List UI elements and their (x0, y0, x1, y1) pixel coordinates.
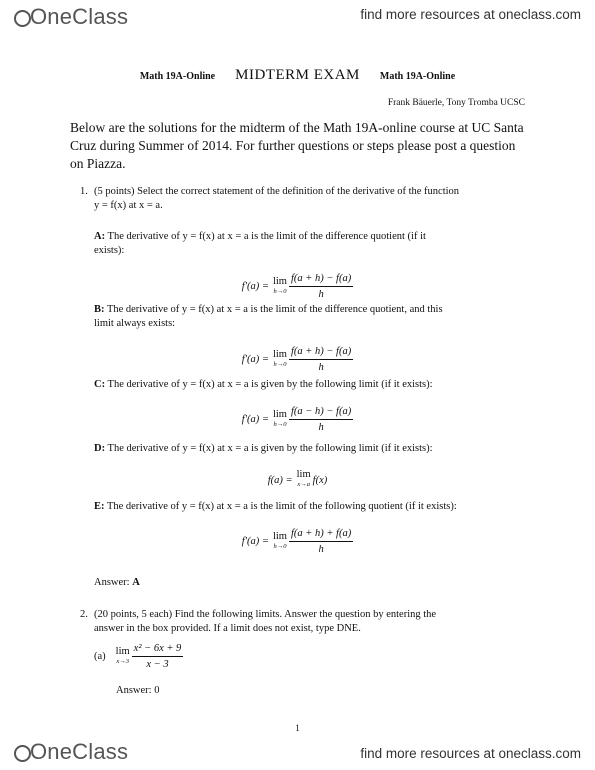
option-e-formula: f′(a) = lim h→0 $\frac{f(a + h) + f(a)}{h}$ (241, 528, 352, 555)
option-d-formula: f(a) = lim x→a f(x) (267, 469, 328, 488)
oneclass-logo[interactable]: OneClass (14, 4, 128, 30)
exam-header (0, 67, 595, 84)
option-a-text-line2: exists): (94, 245, 125, 256)
option-b-text-line2: limit always exists: (94, 318, 176, 329)
oneclass-logo-footer[interactable]: OneClass (14, 739, 128, 765)
authors: Frank Bäuerle, Tony Tromba UCSC (387, 98, 525, 108)
q2-part-a: (a) lim x→3 $\frac{\text{x² − 6x + 9}}{x - 3}$ (94, 643, 182, 670)
option-e-text: E: The derivative of y = f(x) at x = a is the limit of the following quotient (if it exists): (94, 501, 457, 512)
intro-paragraph: Below are the solutions for the midterm of the Math 19A-online course at UC Santa Cruz during Summer of 2014. For further questions or steps please post a question on Piazza. (70, 120, 524, 171)
option-c-formula: f′(a) = lim h→0 $\frac{f(a - h) - f(a)}{h}$ (241, 406, 352, 433)
option-b-text: B: The derivative of y = f(x) at x = a is the limit of the difference quotient, and this (94, 304, 443, 315)
option-b-formula: f′(a) = lim h→0 $\frac{f(a + h) - f(a)}{h}$ (241, 346, 352, 373)
course-label-left: Math 19A-Online (139, 71, 216, 82)
logo-ring-icon (14, 745, 31, 762)
q1-answer: Answer: A (94, 577, 140, 588)
q2-prompt-line1: (20 points, 5 each) Find the following limits. Answer the question by entering the (94, 609, 437, 620)
q1-number: 1. (80, 186, 88, 197)
page-number: 1 (295, 723, 300, 733)
q2-number: 2. (80, 609, 88, 620)
q2-answer: Answer: 0 (116, 685, 160, 696)
course-label-right: Math 19A-Online (379, 71, 456, 82)
find-resources-link-footer[interactable]: find more resources at oneclass.com (360, 746, 581, 761)
option-d-text: D: The derivative of y = f(x) at x = a is given by the following limit (if it exists): (94, 443, 433, 454)
option-a-formula: f′(a) = lim h→0 $\frac{f(a + h) - f(a)}{h}$ (241, 273, 352, 300)
q2-prompt-line2: answer in the box provided. If a limit does not exist, type DNE. (94, 623, 361, 634)
q1-prompt-line2: y = f(x) at x = a. (94, 200, 163, 211)
option-a-text: A: The derivative of y = f(x) at x = a is the limit of the difference quotient (if it (94, 231, 426, 242)
option-c-text: C: The derivative of y = f(x) at x = a is given by the following limit (if it exists): (94, 379, 433, 390)
exam-title: MIDTERM EXAM (235, 67, 360, 83)
find-resources-link[interactable]: find more resources at oneclass.com (360, 7, 581, 22)
logo-ring-icon (14, 10, 31, 27)
q1-prompt-line1: (5 points) Select the correct statement of the definition of the derivative of the function (94, 186, 460, 197)
